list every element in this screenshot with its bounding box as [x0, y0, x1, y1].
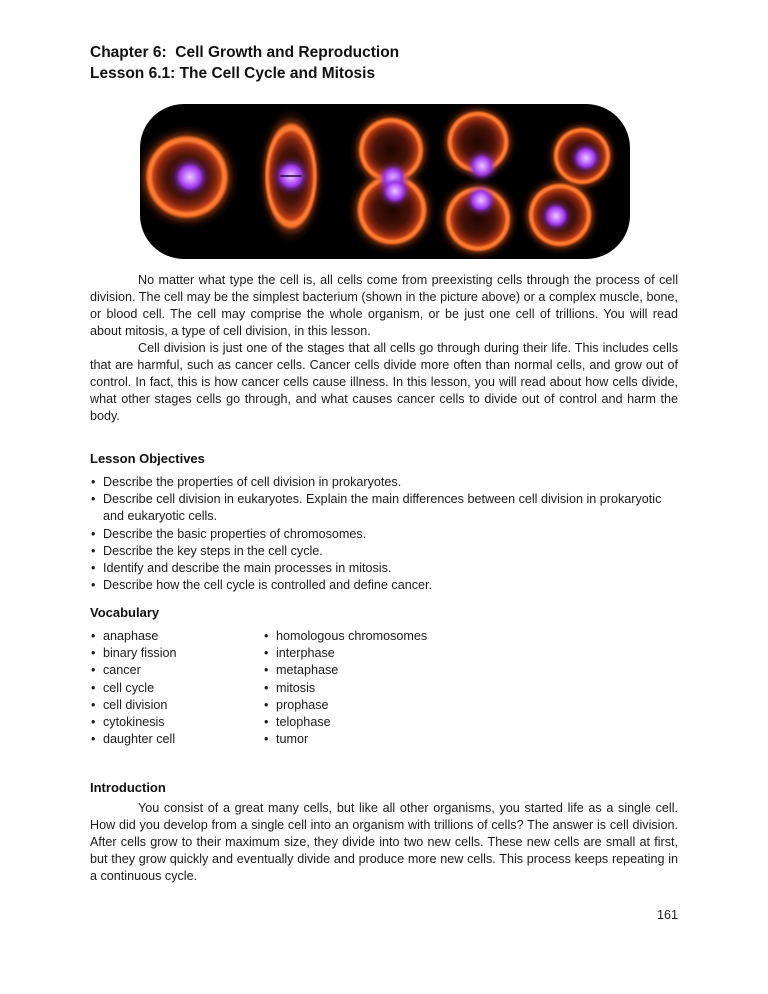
- bullet-icon: •: [91, 680, 96, 695]
- chapter-title: Chapter 6: Cell Growth and Reproduction: [90, 44, 400, 61]
- lesson-objectives-section: [90, 450, 678, 594]
- vocabulary-item: • cell division: [90, 697, 263, 714]
- objective-item: • Describe the properties of cell division in prokaryotes.: [90, 474, 678, 491]
- paragraph-cell-division-2: Cell division is just one of the stages that all cells go through during their life. This includes cells that are harmful, such as cancer cells. Cancer cells divide more often than normal cells, and grow out of control. In fact, this is how cancer cells cause illness. In this lesson, you will read about how cells divide, what other stages cells go through, and what causes cancer cells to divide out of control and harm the body.: [90, 341, 678, 423]
- title-block: [90, 42, 399, 84]
- vocabulary-item: • telophase: [263, 714, 678, 731]
- introduction-section: [90, 779, 678, 885]
- vocabulary-item: • daughter cell: [90, 731, 263, 748]
- bullet-icon: •: [264, 715, 269, 730]
- vocabulary-item: • homologous chromosomes: [263, 628, 678, 645]
- cell-stage-5-nucleus-bottom: [539, 199, 573, 233]
- bullet-icon: •: [91, 663, 96, 678]
- cell-stage-1-nucleus: [169, 156, 211, 198]
- objective-item: • Describe cell division in eukaryotes. Explain the main differences between cell division in prokaryotic and eukaryotic cells.: [91, 492, 662, 524]
- nucleus-division-line: [280, 175, 302, 177]
- vocabulary-item: • tumor: [263, 731, 678, 748]
- bullet-icon: •: [91, 526, 96, 541]
- vocabulary-column-1: [90, 628, 263, 748]
- objective-item: • Describe how the cell cycle is controlled and define cancer.: [90, 577, 678, 594]
- cell-stage-4-nucleus-bottom: [464, 183, 498, 217]
- bullet-icon: •: [91, 492, 96, 507]
- vocabulary-columns: [90, 628, 678, 748]
- vocabulary-item: • prophase: [263, 697, 678, 714]
- bullet-icon: •: [91, 732, 96, 747]
- vocabulary-section: [90, 604, 678, 748]
- cell-stage-3-nucleus-bottom: [378, 174, 412, 208]
- vocabulary-item: • cancer: [90, 662, 263, 679]
- vocabulary-item: • interphase: [263, 645, 678, 662]
- objective-item: • Describe the basic properties of chromosomes.: [90, 526, 678, 543]
- bullet-icon: •: [91, 475, 96, 489]
- bullet-icon: •: [264, 646, 269, 661]
- bullet-icon: •: [91, 697, 96, 712]
- page-number: 161: [656, 908, 678, 922]
- bullet-icon: •: [264, 697, 269, 712]
- bullet-icon: •: [91, 561, 96, 576]
- cell-division-figure: [140, 104, 630, 259]
- vocabulary-heading: Vocabulary: [90, 605, 160, 620]
- cell-stage-2-nucleus: [271, 156, 311, 196]
- cell-stage-5-nucleus-top: [569, 141, 603, 175]
- bullet-icon: •: [264, 732, 269, 747]
- bullet-icon: •: [91, 646, 96, 661]
- lesson-objectives-heading: Lesson Objectives: [90, 451, 205, 466]
- lesson-objectives-list: [90, 474, 678, 594]
- bullet-icon: •: [264, 663, 269, 678]
- vocabulary-item: • anaphase: [90, 628, 263, 645]
- vocabulary-column-2: [263, 628, 678, 748]
- vocabulary-item: • cytokinesis: [90, 714, 263, 731]
- bullet-icon: •: [91, 629, 96, 643]
- bullet-icon: •: [91, 715, 96, 730]
- introduction-paragraph: You consist of a great many cells, but like all other organisms, you started life as a single cell. How did you develop from a single cell into an organism with trillions of cells? The answer is cell division. After cells grow to their maximum size, they divide into two new cells. These new cells are small at first, but they grow quickly and eventually divide and produce more new cells. This process keeps repeating in a continuous cycle.: [90, 801, 678, 883]
- cell-stage-4-nucleus-top: [465, 149, 499, 183]
- bullet-icon: •: [91, 543, 96, 558]
- introduction-heading: Introduction: [90, 780, 166, 795]
- objective-item: • Describe the key steps in the cell cycle.: [90, 543, 678, 560]
- body-text: [90, 272, 678, 425]
- bullet-icon: •: [264, 629, 269, 643]
- vocabulary-item: • mitosis: [263, 680, 678, 697]
- objective-item: • Identify and describe the main processes in mitosis.: [90, 560, 678, 577]
- vocabulary-item: • cell cycle: [90, 680, 263, 697]
- vocabulary-item: • binary fission: [90, 645, 263, 662]
- bullet-icon: •: [91, 578, 96, 593]
- paragraph-cell-division-1: No matter what type the cell is, all cells come from preexisting cells through the process of cell division. The cell may be the simplest bacterium (shown in the picture above) or a complex muscle, bone, or blood cell. The cell may comprise the whole organism, or be just one cell of trillions. You will read about mitosis, a type of cell division, in this lesson.: [90, 273, 678, 338]
- bullet-icon: •: [264, 680, 269, 695]
- vocabulary-item: • metaphase: [263, 662, 678, 679]
- lesson-title: Lesson 6.1: The Cell Cycle and Mitosis: [90, 65, 376, 82]
